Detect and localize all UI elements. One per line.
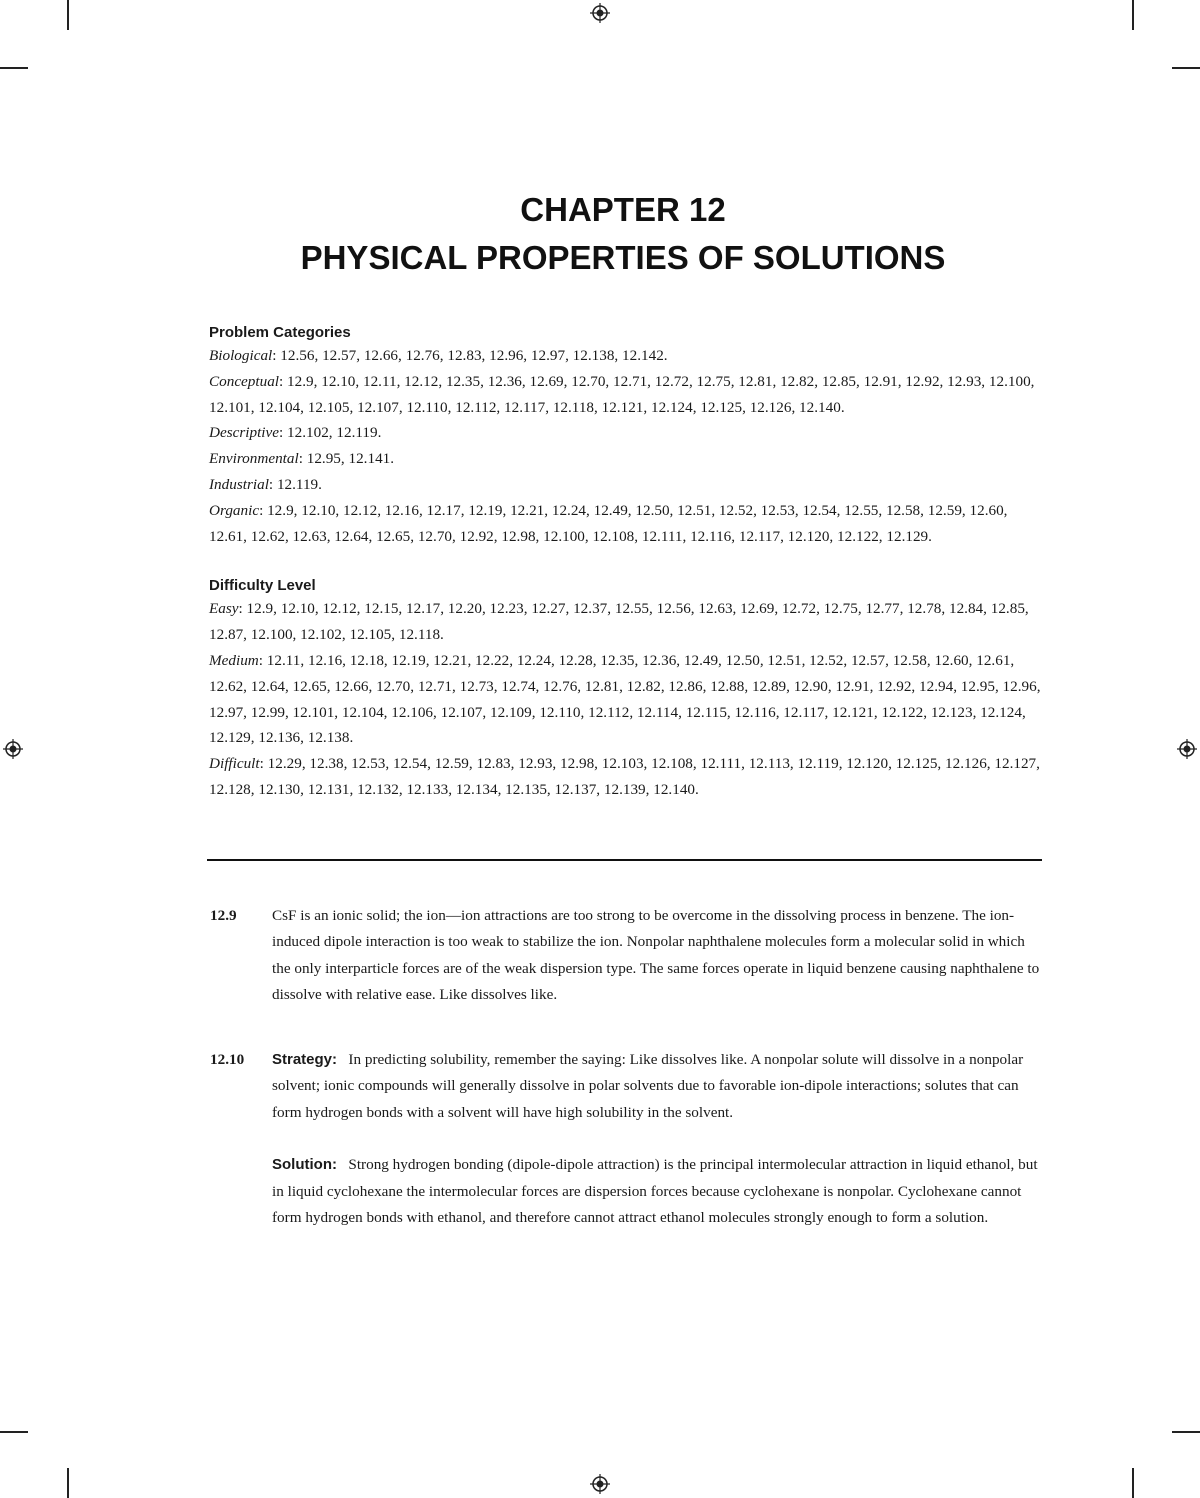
- chapter-name: PHYSICAL PROPERTIES OF SOLUTIONS: [300, 239, 946, 276]
- category-label: Conceptual: [209, 372, 280, 390]
- strategy-paragraph: [272, 1047, 1040, 1126]
- solution-text: Strong hydrogen bonding (dipole-dipole attraction) is the principal intermolecular attraction in liquid ethanol, but in liquid cyclohexane the intermolecular forces are dispersion forces because cyclohexane is nonpolar. Cyclohexane cannot form hydrogen bonds with ethanol, and therefore cannot attract ethanol molecules strongly enough to form a solution.: [272, 1156, 1038, 1227]
- registration-mark-icon-left: [2, 738, 24, 760]
- category-label: Environmental: [209, 450, 299, 468]
- category-environmental: [209, 446, 1044, 472]
- category-problems: : 12.9, 12.10, 12.12, 12.16, 12.17, 12.19, 12.21, 12.24, 12.49, 12.50, 12.51, 12.52, 12.53, 12.54, 12.55, 12.58, 12.59, 12.60, 12.61, 12.62, 12.63, 12.64, 12.65, 12.70, 12.92, 12.98, 12.100, 12.108, 12.111, 12.116, 12.117, 12.120, 12.122, 12.129.: [209, 501, 1008, 545]
- category-problems: : 12.102, 12.119.: [279, 424, 382, 442]
- crop-mark-bottom-left: [67, 1468, 69, 1498]
- difficulty-problems: : 12.9, 12.10, 12.12, 12.15, 12.17, 12.20, 12.23, 12.27, 12.37, 12.55, 12.56, 12.63, 12.69, 12.72, 12.75, 12.77, 12.78, 12.84, 12.85, 12.87, 12.100, 12.102, 12.105, 12.118.: [209, 600, 1029, 644]
- difficulty-problems: : 12.11, 12.16, 12.18, 12.19, 12.21, 12.22, 12.24, 12.28, 12.35, 12.36, 12.49, 12.50, 12.51, 12.52, 12.57, 12.58, 12.60, 12.61, 12.62, 12.64, 12.65, 12.66, 12.70, 12.71, 12.73, 12.74, 12.76, 12.81, 12.82, 12.86, 12.88, 12.89, 12.90, 12.91, 12.92, 12.94, 12.95, 12.96, 12.97, 12.99, 12.101, 12.104, 12.106, 12.107, 12.109, 12.110, 12.112, 12.114, 12.115, 12.116, 12.117, 12.121, 12.122, 12.123, 12.124, 12.129, 12.136, 12.138.: [209, 651, 1041, 747]
- chapter-number: CHAPTER 12: [520, 191, 726, 228]
- problem-12-9: [210, 903, 1040, 1009]
- registration-mark-icon-top: [589, 2, 611, 24]
- problem-12-10: [210, 1047, 1040, 1231]
- strategy-label: Strategy:: [272, 1051, 338, 1068]
- difficulty-label: Easy: [209, 600, 239, 618]
- category-descriptive: [209, 420, 1044, 446]
- category-label: Organic: [209, 501, 260, 519]
- chapter-title: [0, 186, 1200, 282]
- difficulty-difficult: [209, 751, 1044, 803]
- difficulty-label: Medium: [209, 651, 259, 669]
- category-problems: : 12.9, 12.10, 12.11, 12.12, 12.35, 12.36, 12.69, 12.70, 12.71, 12.72, 12.75, 12.81, 12.82, 12.85, 12.91, 12.92, 12.93, 12.100, 12.101, 12.104, 12.105, 12.107, 12.110, 12.112, 12.117, 12.118, 12.121, 12.124, 12.125, 12.126, 12.140.: [209, 372, 1035, 416]
- category-problems: : 12.119.: [268, 475, 322, 493]
- difficulty-easy: [209, 596, 1044, 648]
- solution-label: Solution:: [272, 1156, 337, 1174]
- crop-mark-left-bottom: [0, 1431, 28, 1433]
- problem-answer: CsF is an ionic solid; the ion—ion attractions are too strong to be overcome in the dissolving process in benzene. The ion-induced dipole interaction is too weak to stabilize the ion. Nonpolar naphthalene molecules form a molecular solid in which the only interparticle forces are of the weak dispersion type. The same forces operate in liquid benzene causing naphthalene to dissolve with relative ease. Like dissolves like.: [272, 907, 1040, 1004]
- registration-mark-icon-bottom: [589, 1473, 611, 1495]
- problem-number: 12.10: [210, 1051, 245, 1068]
- registration-mark-icon-right: [1176, 738, 1198, 760]
- category-biological: [209, 343, 1044, 369]
- category-problems: : 12.95, 12.141.: [298, 450, 395, 468]
- category-conceptual: [209, 369, 1044, 421]
- difficulty-label: Difficult: [209, 755, 260, 773]
- problem-number: 12.9: [210, 907, 237, 924]
- strategy-text: In predicting solubility, remember the saying: Like dissolves like. A nonpolar solute will dissolve in a nonpolar solvent; ionic compounds will generally dissolve in polar solvents due to favorable ion-dipole interactions; solutes that can form hydrogen bonds with a solvent will have high solubility in the solvent.: [272, 1051, 1024, 1121]
- problem-index: [209, 322, 1044, 803]
- difficulty-problems: : 12.29, 12.38, 12.53, 12.54, 12.59, 12.83, 12.93, 12.98, 12.103, 12.108, 12.111, 12.113, 12.119, 12.120, 12.125, 12.126, 12.127, 12.128, 12.130, 12.131, 12.132, 12.133, 12.134, 12.135, 12.137, 12.139, 12.140.: [209, 755, 1040, 798]
- crop-mark-bottom-right: [1132, 1468, 1134, 1498]
- category-label: Industrial: [209, 475, 269, 493]
- section-divider: [207, 859, 1042, 861]
- difficulty-level-heading: Difficulty Level: [209, 577, 316, 595]
- category-label: Biological: [209, 347, 273, 364]
- crop-mark-right-bottom: [1172, 1431, 1200, 1433]
- crop-mark-top-right: [1132, 0, 1134, 30]
- crop-mark-right-top: [1172, 67, 1200, 69]
- category-industrial: [209, 472, 1044, 498]
- category-label: Descriptive: [209, 424, 280, 442]
- difficulty-medium: [209, 648, 1044, 751]
- category-organic: [209, 498, 1044, 550]
- solution-paragraph: [272, 1152, 1040, 1231]
- crop-mark-top-left: [67, 0, 69, 30]
- problem-categories-heading: Problem Categories: [209, 324, 351, 341]
- crop-mark-left-top: [0, 67, 28, 69]
- category-problems: : 12.56, 12.57, 12.66, 12.76, 12.83, 12.96, 12.97, 12.138, 12.142.: [272, 347, 668, 364]
